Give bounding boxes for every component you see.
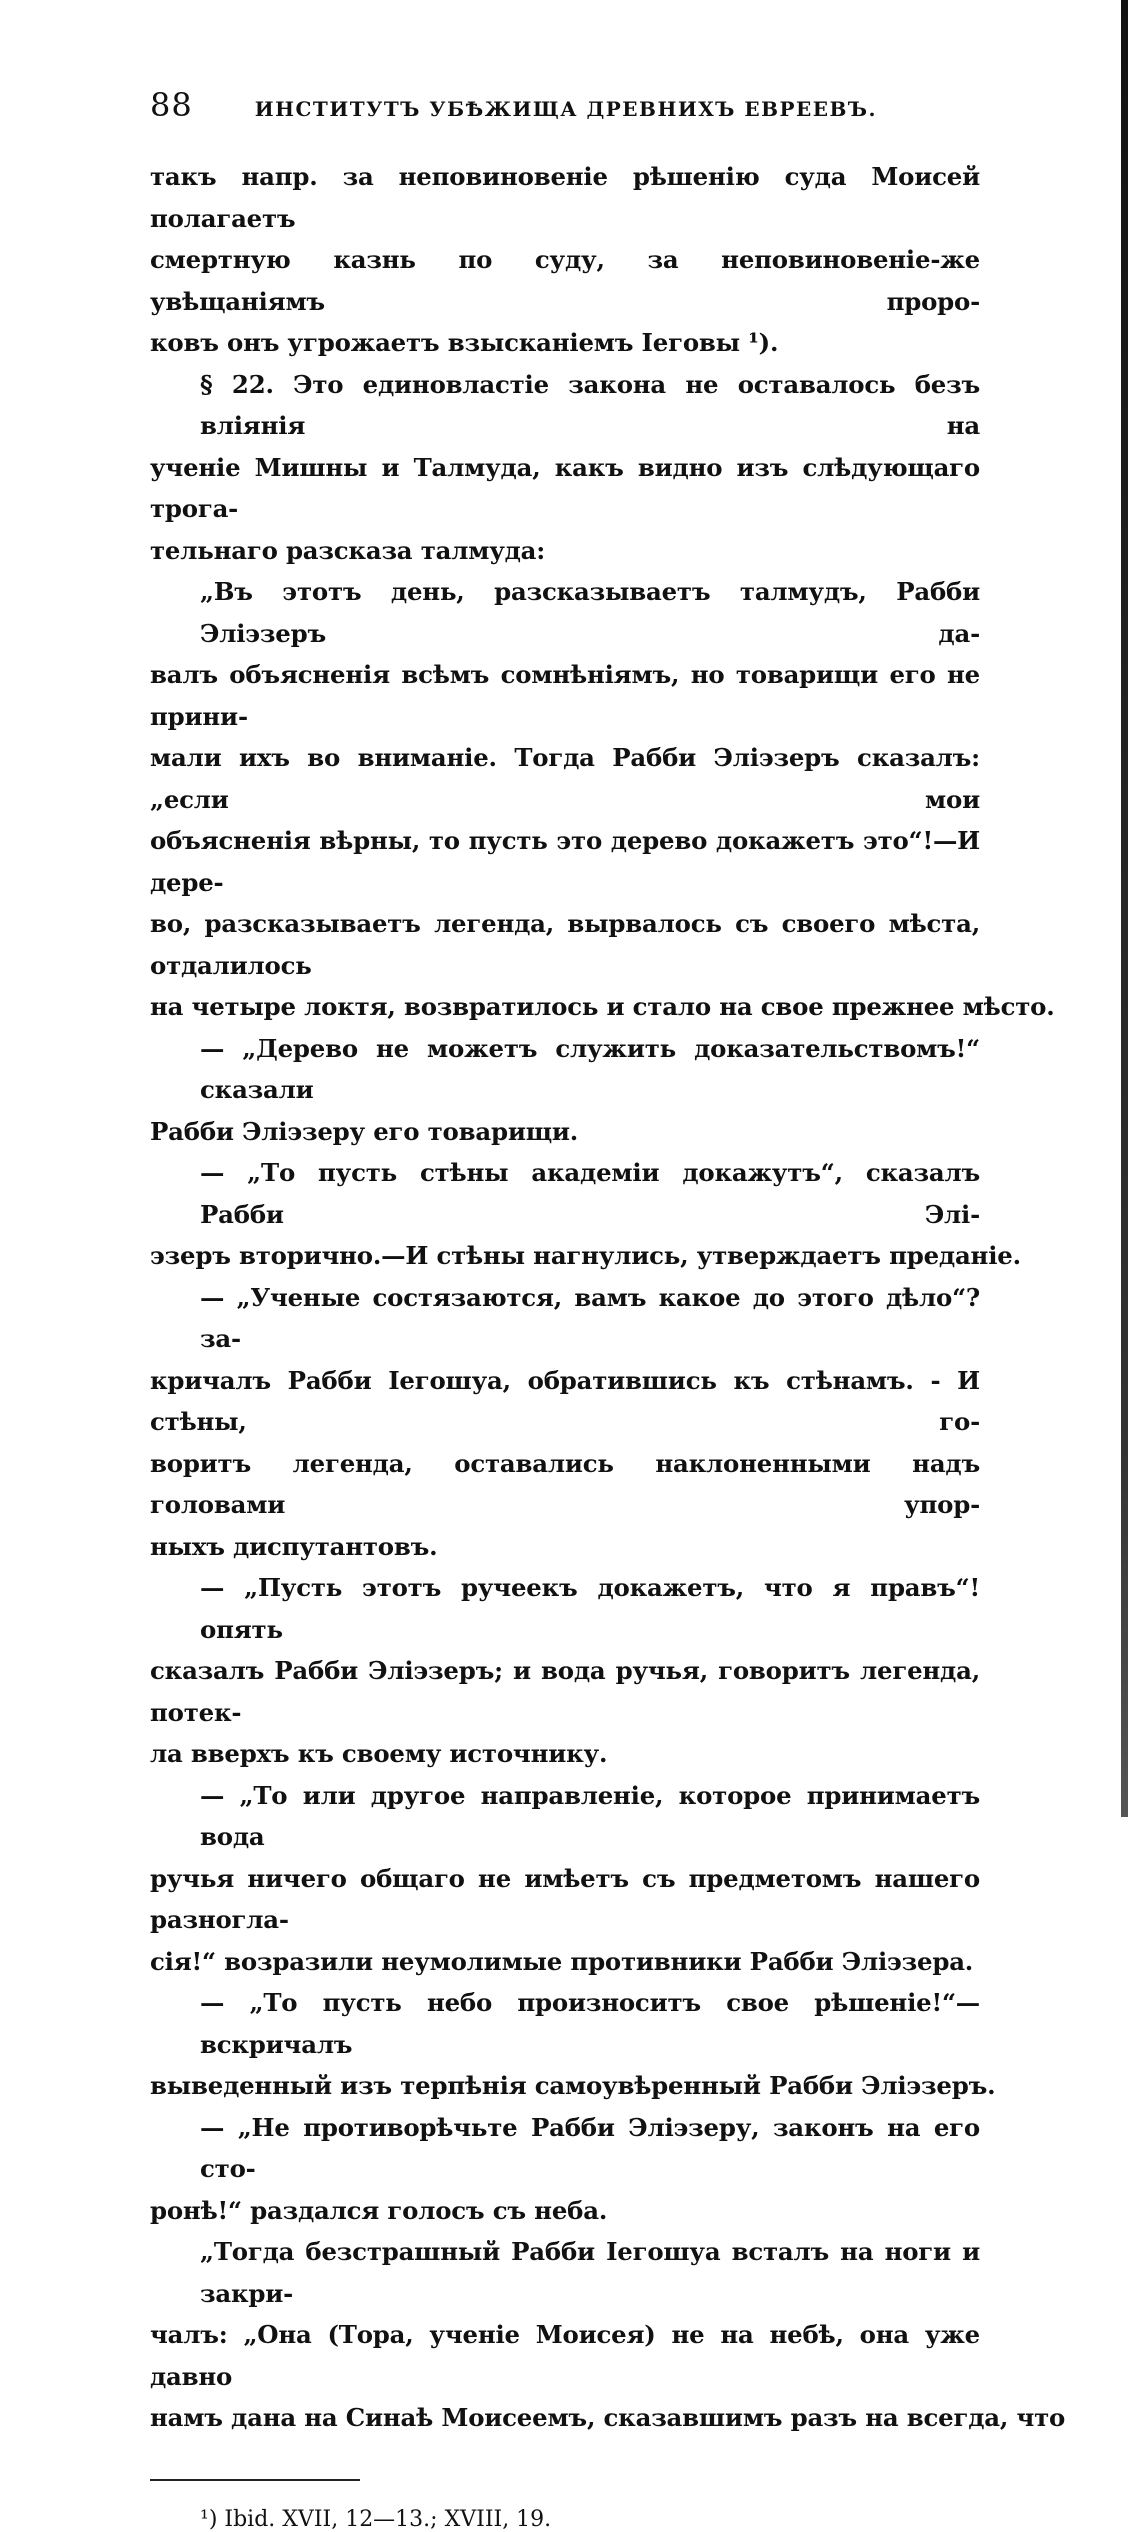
text-line: ковъ онъ угрожаетъ взысканіемъ Іеговы ¹). [150,328,779,357]
text-line: объясненія вѣрны, то пусть это дерево докажетъ это“!—И дере- [150,826,980,897]
text-line: такъ напр. за неповиновеніе рѣшенію суда Моисей полагаетъ [150,162,980,233]
text-line: чалъ: „Она (Тора, ученіе Моисея) не на небѣ, она уже давно [150,2320,980,2391]
paragraph [150,1277,980,1568]
paragraph [150,2231,1066,2439]
text-line: ла вверхъ къ своему источнику. [150,1739,608,1768]
text-line: — „Пусть этотъ ручеекъ докажетъ, что я правъ“! опять [200,1573,980,1644]
footnote-rule [150,2479,360,2481]
paragraph [150,364,980,572]
page-header [150,86,980,124]
text-line: тельнаго разсказа талмуда: [150,535,546,565]
footnote: ¹) Ibid. XVII, 12—13.; XVIII, 19. [200,2506,552,2532]
text-line: Рабби Эліэзеру его товарищи. [150,1116,579,1146]
scan-edge-shadow [1121,0,1128,1817]
text-line: валъ объясненія всѣмъ сомнѣніямъ, но товарищи его не прини- [150,660,980,731]
text-line: воритъ легенда, оставались наклоненными надъ головами упор- [150,1448,980,1519]
paragraph [150,1982,996,2107]
paragraph [150,2107,980,2232]
text-line: на четыре локтя, возвратилось и стало на свое прежнее мѣсто. [150,992,1055,1021]
text-line: „Въ этотъ день, разсказываетъ талмудъ, Рабби Эліэзеръ да- [200,577,980,648]
text-line: смертную казнь по суду, за неповиновеніе-же увѣщаніямъ проро- [150,245,980,316]
text-line: — „То пусть небо произноситъ свое рѣшеніе!“—вскричалъ [200,1988,980,2059]
text-line: намъ дана на Синаѣ Моисеемъ, сказавшимъ разъ на всегда, что [150,2403,1066,2432]
text-line: „Тогда безстрашный Рабби Іегошуа всталъ на ноги и закри- [200,2237,980,2308]
text-line: — „Не противорѣчьте Рабби Эліэзеру, законъ на его сто- [200,2112,980,2183]
paragraph [150,1028,980,1153]
text-line: мали ихъ во вниманіе. Тогда Рабби Эліэзеръ сказалъ: „если мои [150,743,980,814]
text-line: сказалъ Рабби Эліэзеръ; и вода ручья, говоритъ легенда, потек- [150,1656,980,1727]
text-line: эзеръ вторично.—И стѣны нагнулись, утверждаетъ преданіе. [150,1241,1021,1270]
paragraph [150,1152,1021,1277]
text-line: ручья ничего общаго не имѣетъ съ предметомъ нашего разногла- [150,1863,980,1934]
text-line: ныхъ диспутантовъ. [150,1531,438,1561]
text-line: кричалъ Рабби Іегошуа, обратившись къ стѣнамъ. - И стѣны, го- [150,1365,980,1436]
text-line: — „Дерево не можетъ служить доказательствомъ!“ сказали [200,1033,980,1104]
text-line: § 22. Это единовластіе закона не оставалось безъ вліянія на [200,369,980,440]
text-line: сія!“ возразили неумолимые противники Рабби Эліэзера. [150,1946,974,1976]
running-head: ИНСТИТУТЪ УБѢЖИЩА ДРЕВНИХЪ ЕВРЕЕВЪ. [254,97,878,121]
text-line: — „То пусть стѣны академіи докажутъ“, сказалъ Рабби Элі- [200,1158,980,1229]
text-line: выведенный изъ терпѣнія самоувѣренный Рабби Эліэзеръ. [150,2071,996,2100]
paragraph [150,156,980,364]
text-body [150,156,1066,2439]
paragraph [150,571,1055,1028]
paragraph [150,1775,980,1983]
paragraph [150,1567,980,1775]
book-page [150,86,1066,2532]
text-line: — „То или другое направленіе, которое принимаетъ вода [200,1780,980,1851]
text-line: во, разсказываетъ легенда, вырвалось съ своего мѣста, отдалилось [150,909,980,980]
page-number: 88 [150,86,193,124]
text-line: — „Ученые состязаются, вамъ какое до этого дѣло“? за- [200,1282,980,1353]
text-line: ронѣ!“ раздался голосъ съ неба. [150,2195,608,2225]
text-line: ученіе Мишны и Талмуда, какъ видно изъ слѣдующаго трога- [150,452,980,523]
